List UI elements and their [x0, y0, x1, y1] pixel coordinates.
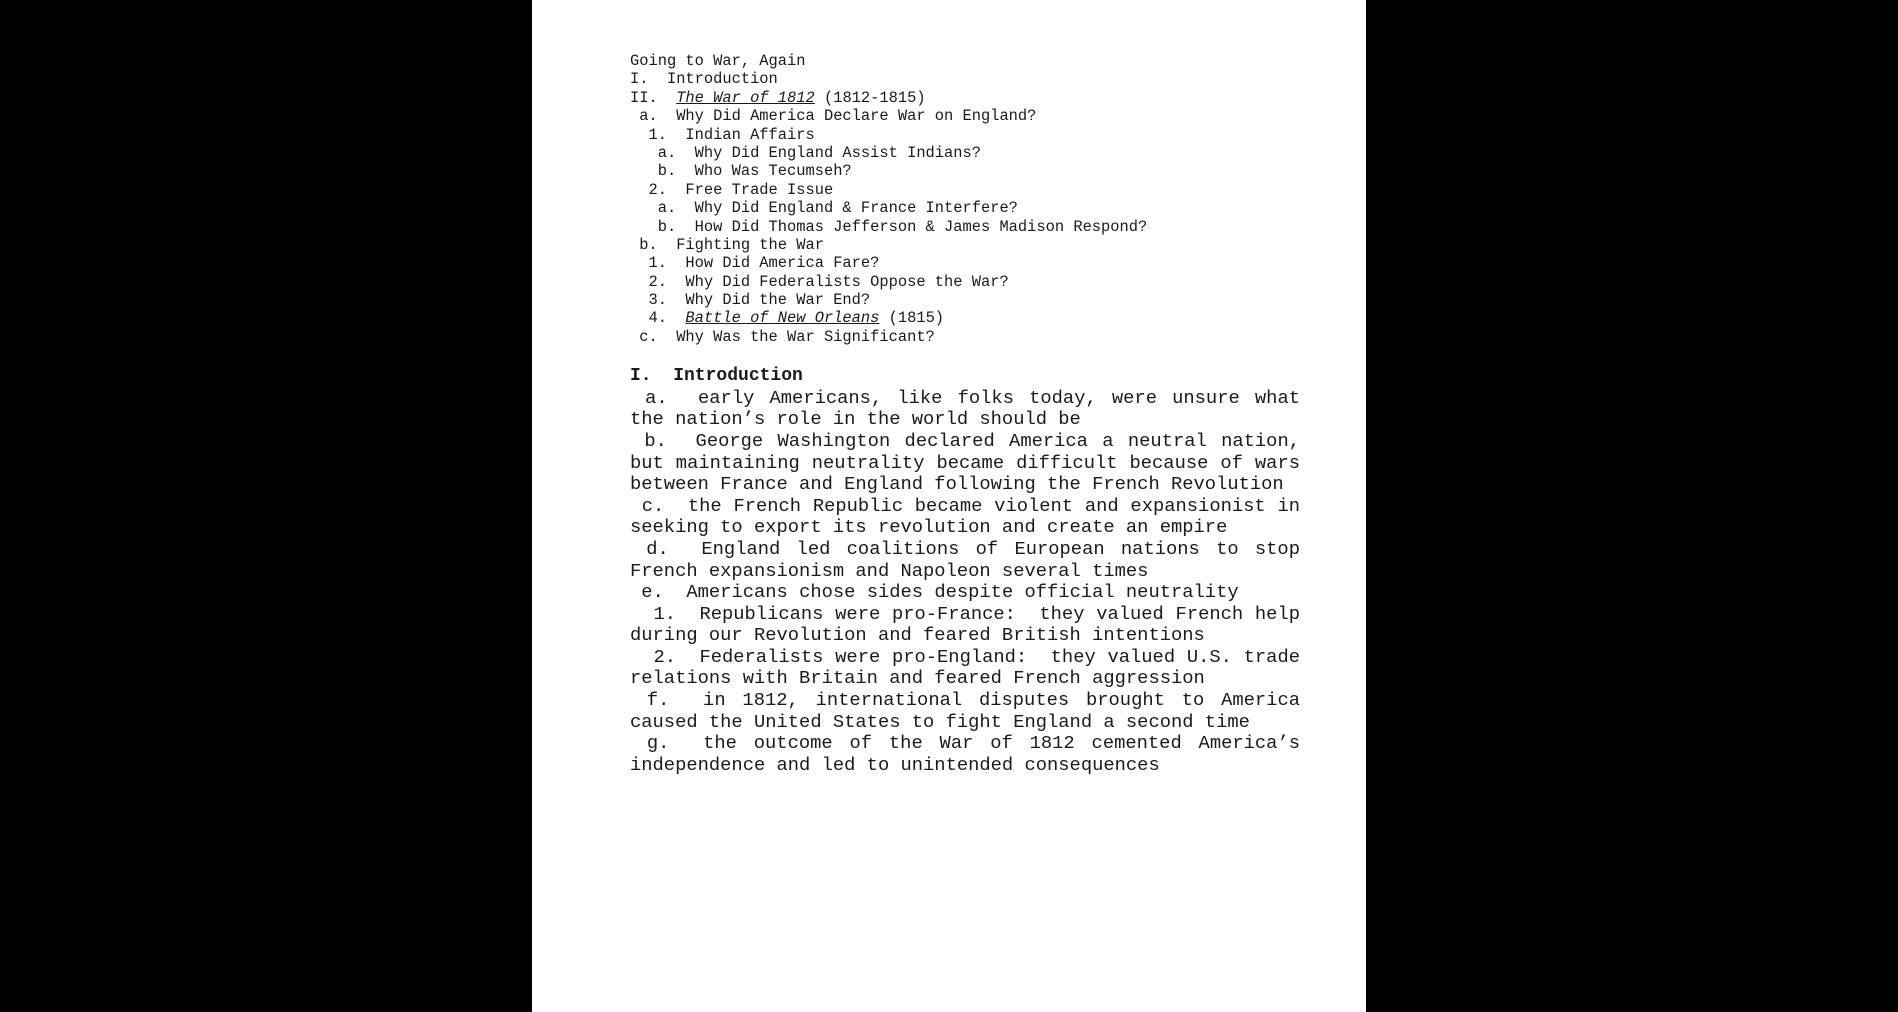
document-title: Going to War, Again: [630, 52, 806, 70]
outline-item: b. Fighting the War: [630, 235, 824, 254]
paragraph: c. the French Republic became violent and expansionist in seeking to export its revolution and create an empire: [630, 494, 1312, 539]
outline-item: I. Introduction: [630, 70, 778, 89]
outline-item: II. The War of 1812 (1812-1815): [630, 88, 926, 107]
paragraph: b. George Washington declared America a neutral nation, but maintaining neutrality became difficult because of wars between France and England following the French Revolution: [630, 429, 1312, 496]
body-text: [630, 386, 1312, 777]
outline-item: 2. Free Trade Issue: [630, 180, 834, 199]
outline-item: 1. Indian Affairs: [630, 125, 815, 144]
outline-item: a. Why Did England Assist Indians?: [630, 143, 981, 162]
paragraph: g. the outcome of the War of 1812 cemented America’s independence and led to unintended consequences: [630, 732, 1312, 776]
paragraph: 2. Federalists were pro-England: they valued U.S. trade relations with Britain and feared French aggression: [630, 645, 1312, 690]
paragraph: d. England led coalitions of European nations to stop French expansionism and Napoleon several times: [630, 537, 1312, 582]
outline-item: b. Who Was Tecumseh?: [630, 162, 852, 181]
outline-item: 1. How Did America Fare?: [630, 254, 880, 273]
underlined-title: The War of 1812: [676, 88, 815, 107]
document-page: [532, 0, 1366, 1012]
outline-item: a. Why Did England & France Interfere?: [630, 199, 1018, 218]
paragraph: e. Americans chose sides despite official neutrality: [630, 581, 1239, 604]
paragraph: a. early Americans, like folks today, were unsure what the nation’s role in the world should be: [630, 386, 1312, 431]
page-content: [630, 52, 1312, 776]
outline-item: 4. Battle of New Orleans (1815): [630, 309, 945, 328]
section-heading: I. Introduction: [630, 366, 803, 387]
underlined-title: Battle of New Orleans: [685, 309, 880, 328]
paragraph: f. in 1812, international disputes brought to America caused the United States to fight England a second time: [630, 689, 1312, 733]
outline-item: c. Why Was the War Significant?: [630, 327, 935, 346]
outline: [630, 52, 1300, 346]
outline-item: 3. Why Did the War End?: [630, 291, 871, 310]
outline-item: 2. Why Did Federalists Oppose the War?: [630, 272, 1009, 291]
outline-item: a. Why Did America Declare War on England?: [630, 107, 1037, 126]
outline-item: b. How Did Thomas Jefferson & James Madison Respond?: [630, 217, 1148, 236]
paragraph: 1. Republicans were pro-France: they valued French help during our Revolution and feared British intentions: [630, 602, 1312, 647]
